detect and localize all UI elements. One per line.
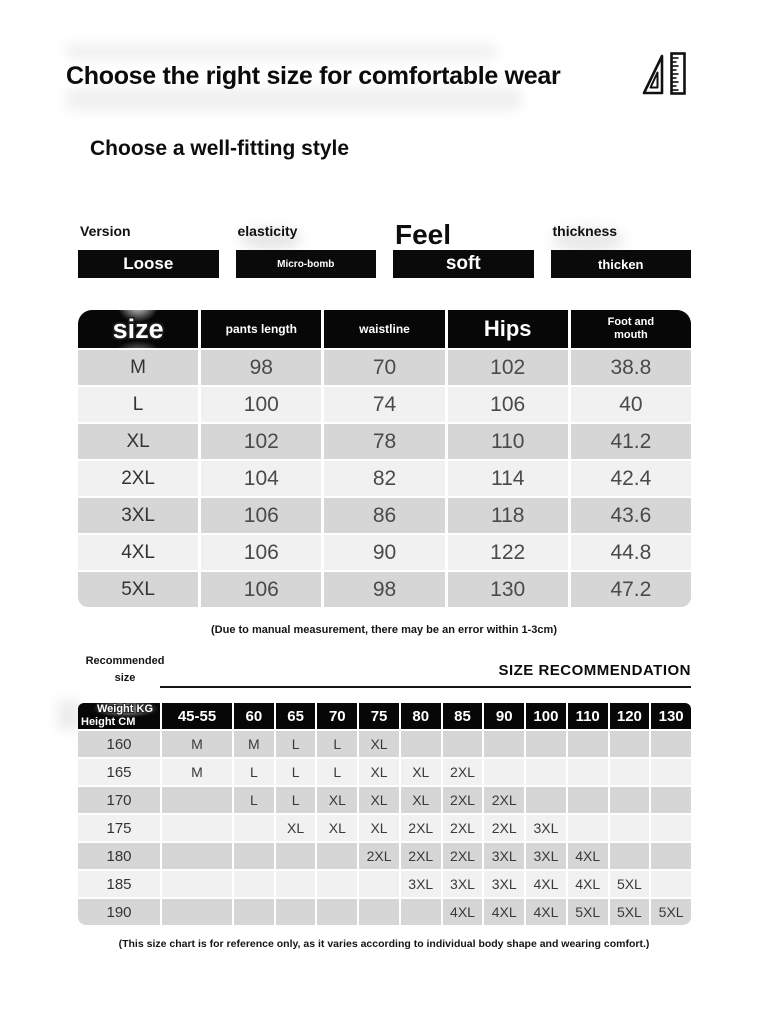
reference-note: (This size chart is for reference only, as it varies according to individual body shape and wearing comfort.)	[118, 938, 650, 950]
attribute-label: thickness	[552, 223, 618, 239]
weight-column-header: 45-55	[162, 703, 232, 729]
size-table-size-label: L	[78, 387, 198, 422]
size-table-value: 114	[448, 461, 568, 496]
size-recommendation-title: SIZE RECOMMENDATION	[498, 662, 691, 679]
recommended-size-cell	[359, 871, 399, 897]
recommended-size-cell: XL	[359, 759, 399, 785]
recommended-size-cell: XL	[317, 815, 357, 841]
recommended-size-cell	[162, 815, 232, 841]
measurement-note: (Due to manual measurement, there may be an error within 1-3cm)	[211, 624, 557, 636]
recommended-size-cell: 3XL	[526, 843, 566, 869]
recommended-size-cell: 2XL	[484, 815, 524, 841]
size-table-header: pants length	[201, 310, 321, 348]
size-table-value: 130	[448, 572, 568, 607]
recommended-size-cell	[234, 899, 274, 925]
size-table-value: 106	[201, 572, 321, 607]
recommended-size-cell	[401, 899, 441, 925]
ghost-artifact	[58, 700, 80, 730]
recommended-size-cell	[162, 871, 232, 897]
recommended-size-cell: 3XL	[401, 871, 441, 897]
recommended-size-cell	[443, 731, 483, 757]
size-table-value: 41.2	[571, 424, 691, 459]
recommended-size-cell: 4XL	[443, 899, 483, 925]
recommended-size-cell: 4XL	[568, 843, 608, 869]
recommended-size-cell: 5XL	[568, 899, 608, 925]
size-table-header: Hips	[448, 310, 568, 348]
recommended-size-cell	[234, 843, 274, 869]
recommendation-table-corner	[78, 703, 160, 729]
size-table-value: 98	[201, 350, 321, 385]
recommended-size-cell: L	[276, 731, 316, 757]
weight-column-header: 80	[401, 703, 441, 729]
recommended-size-cell	[162, 787, 232, 813]
size-table-size-label: 4XL	[78, 535, 198, 570]
recommended-size-cell	[651, 815, 691, 841]
recommended-size-cell	[234, 815, 274, 841]
attribute-value-bar: thicken	[551, 250, 692, 278]
recommended-size-cell: M	[234, 731, 274, 757]
size-table-value: 43.6	[571, 498, 691, 533]
height-row-label: 185	[78, 871, 160, 897]
size-table-value: 44.8	[571, 535, 691, 570]
weight-column-header: 70	[317, 703, 357, 729]
size-table-value: 42.4	[571, 461, 691, 496]
size-table-value: 106	[201, 498, 321, 533]
recommended-size-cell: L	[234, 787, 274, 813]
recommended-size-cell	[526, 759, 566, 785]
recommended-size-cell	[359, 899, 399, 925]
size-table-value: 38.8	[571, 350, 691, 385]
recommended-size-cell: 4XL	[526, 871, 566, 897]
recommended-size-cell	[568, 731, 608, 757]
attribute-feel	[393, 219, 534, 278]
recommended-size-cell: L	[317, 759, 357, 785]
recommended-size-cell	[401, 731, 441, 757]
recommended-size-cell	[610, 731, 650, 757]
size-table-value: 104	[201, 461, 321, 496]
recommended-size-cell	[651, 787, 691, 813]
attribute-value-bar: Micro-bomb	[236, 250, 377, 278]
recommended-size-cell: 3XL	[484, 843, 524, 869]
recommended-size-cell: M	[162, 731, 232, 757]
recommended-size-cell	[276, 843, 316, 869]
attribute-label: Version	[80, 223, 131, 239]
attribute-bars	[78, 219, 691, 278]
size-table-value: 82	[324, 461, 444, 496]
weight-column-header: 110	[568, 703, 608, 729]
recommended-size-cell	[568, 815, 608, 841]
recommended-size-cell: XL	[359, 731, 399, 757]
recommended-size-cell: 5XL	[651, 899, 691, 925]
size-table-header: Foot and mouth	[571, 310, 691, 348]
size-table-value: 78	[324, 424, 444, 459]
recommended-size-cell: 3XL	[443, 871, 483, 897]
recommended-size-cell: XL	[401, 759, 441, 785]
weight-column-header: 85	[443, 703, 483, 729]
attribute-version	[78, 219, 219, 278]
recommended-size-cell	[526, 787, 566, 813]
recommended-size-cell	[651, 871, 691, 897]
recommended-size-cell: 2XL	[484, 787, 524, 813]
weight-column-header: 100	[526, 703, 566, 729]
size-table-value: 90	[324, 535, 444, 570]
recommendation-table	[78, 703, 691, 925]
page-title: Choose the right size for comfortable wear	[66, 62, 561, 90]
recommended-size-cell: 2XL	[401, 815, 441, 841]
recommended-size-cell: L	[276, 759, 316, 785]
size-table-value: 40	[571, 387, 691, 422]
recommended-size-cell: 2XL	[443, 759, 483, 785]
recommended-size-cell: 5XL	[610, 871, 650, 897]
recommended-size-cell: 4XL	[484, 899, 524, 925]
size-table-value: 102	[448, 350, 568, 385]
page-subtitle: Choose a well-fitting style	[90, 137, 350, 160]
attribute-value-bar: Loose	[78, 250, 219, 278]
size-table-size-label: 5XL	[78, 572, 198, 607]
height-row-label: 190	[78, 899, 160, 925]
recommended-size-cell: 2XL	[443, 843, 483, 869]
recommended-size-cell: 2XL	[443, 787, 483, 813]
weight-column-header: 60	[234, 703, 274, 729]
weight-column-header: 65	[276, 703, 316, 729]
height-row-label: 170	[78, 787, 160, 813]
recommended-size-cell	[568, 787, 608, 813]
attribute-thickness	[551, 219, 692, 278]
recommended-size-cell: L	[276, 787, 316, 813]
recommended-size-cell: 2XL	[359, 843, 399, 869]
recommended-size-cell	[568, 759, 608, 785]
size-table	[78, 310, 691, 607]
ghost-artifact	[66, 88, 521, 110]
recommended-size-cell	[610, 759, 650, 785]
recommended-size-cell	[162, 899, 232, 925]
weight-column-header: 120	[610, 703, 650, 729]
size-table-value: 110	[448, 424, 568, 459]
recommended-size-cell: 3XL	[484, 871, 524, 897]
size-table-value: 102	[201, 424, 321, 459]
size-table-value: 118	[448, 498, 568, 533]
size-table-value: 100	[201, 387, 321, 422]
recommended-size-cell	[610, 815, 650, 841]
weight-axis-label: Weight KG	[96, 703, 153, 716]
recommended-size-cell	[651, 843, 691, 869]
size-table-header: size	[78, 310, 198, 348]
recommended-size-cell	[651, 731, 691, 757]
recommended-size-cell: 5XL	[610, 899, 650, 925]
recommended-size-cell: XL	[359, 787, 399, 813]
recommended-size-cell	[234, 871, 274, 897]
size-table-value: 106	[448, 387, 568, 422]
recommended-size-cell: XL	[359, 815, 399, 841]
recommended-size-cell: L	[317, 731, 357, 757]
attribute-value-bar: soft	[393, 250, 534, 278]
size-table-value: 86	[324, 498, 444, 533]
recommended-size-cell: 2XL	[443, 815, 483, 841]
size-table-size-label: 2XL	[78, 461, 198, 496]
height-row-label: 165	[78, 759, 160, 785]
size-table-value: 106	[201, 535, 321, 570]
recommended-size-cell	[526, 731, 566, 757]
recommended-size-cell	[317, 871, 357, 897]
size-table-size-label: M	[78, 350, 198, 385]
recommended-size-cell: 4XL	[568, 871, 608, 897]
attribute-elasticity	[236, 219, 377, 278]
ruler-icon	[641, 50, 693, 103]
height-row-label: 160	[78, 731, 160, 757]
recommended-size-cell: XL	[317, 787, 357, 813]
recommended-size-cell	[276, 871, 316, 897]
size-table-value: 47.2	[571, 572, 691, 607]
recommended-size-cell	[276, 899, 316, 925]
recommended-size-cell	[317, 899, 357, 925]
recommended-size-cell: XL	[401, 787, 441, 813]
recommended-size-cell	[610, 843, 650, 869]
recommended-size-cell	[610, 787, 650, 813]
size-table-value: 74	[324, 387, 444, 422]
size-table-value: 98	[324, 572, 444, 607]
attribute-label: Feel	[395, 219, 452, 250]
size-table-size-label: 3XL	[78, 498, 198, 533]
weight-column-header: 90	[484, 703, 524, 729]
height-row-label: 175	[78, 815, 160, 841]
recommended-size-cell	[484, 731, 524, 757]
recommended-size-cell: XL	[276, 815, 316, 841]
weight-column-header: 75	[359, 703, 399, 729]
height-axis-label: Height CM	[81, 716, 136, 728]
height-row-label: 180	[78, 843, 160, 869]
size-table-header: waistline	[324, 310, 444, 348]
recommended-size-cell	[162, 843, 232, 869]
weight-column-header: 130	[651, 703, 691, 729]
section-divider	[160, 686, 691, 688]
recommended-size-cell: 3XL	[526, 815, 566, 841]
recommended-size-label: Recommended size	[85, 655, 165, 684]
recommended-size-cell	[651, 759, 691, 785]
size-table-size-label: XL	[78, 424, 198, 459]
recommended-size-cell: 2XL	[401, 843, 441, 869]
ghost-artifact	[66, 44, 496, 59]
recommended-size-cell: L	[234, 759, 274, 785]
size-table-value: 70	[324, 350, 444, 385]
recommended-size-cell	[317, 843, 357, 869]
recommended-size-cell	[484, 759, 524, 785]
size-table-value: 122	[448, 535, 568, 570]
attribute-label: elasticity	[237, 223, 298, 239]
recommended-size-cell: 4XL	[526, 899, 566, 925]
recommended-size-cell: M	[162, 759, 232, 785]
